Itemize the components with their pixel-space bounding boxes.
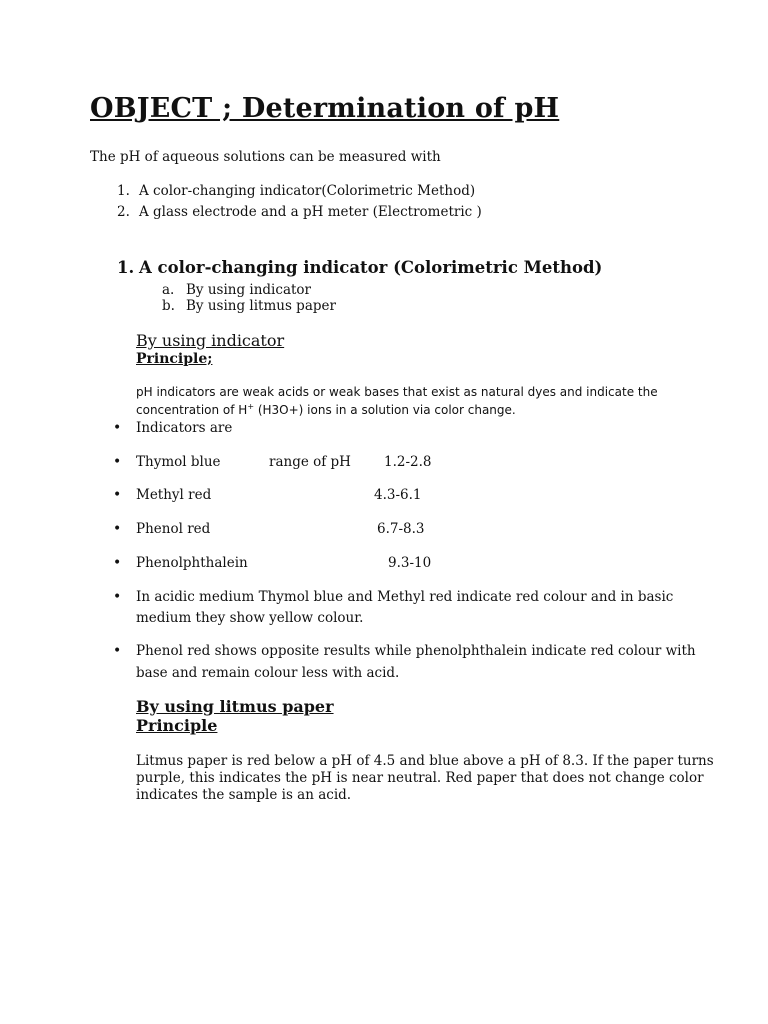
indicator-principle-line-1: pH indicators are weak acids or weak bases that exist as natural dyes and indicate the (136, 385, 658, 399)
acidic-medium-line-2: medium they show yellow colour. (136, 610, 364, 626)
bullet-icon: • (113, 589, 122, 605)
indicator-name: Methyl red (136, 487, 212, 503)
method-1-text: A color-changing indicator(Colorimetric Method) (139, 183, 476, 199)
litmus-paragraph-line-1: Litmus paper is red below a pH of 4.5 and blue above a pH of 8.3. If the paper turns (136, 753, 714, 769)
litmus-principle-label: Principle (136, 716, 218, 735)
indicator-range: 6.7-8.3 (377, 521, 425, 537)
acidic-medium-line-1: In acidic medium Thymol blue and Methyl red indicate red colour and in basic (136, 589, 674, 605)
bullet-icon: • (113, 420, 122, 436)
phenol-line-1: Phenol red shows opposite results while phenolphthalein indicate red colour with (136, 643, 696, 659)
method-2-number: 2. (117, 204, 130, 220)
section-1-heading: A color-changing indicator (Colorimetric Method) (139, 258, 603, 277)
indicator-name: Phenolphthalein (136, 555, 248, 571)
method-2-text: A glass electrode and a pH meter (Electrometric ) (139, 204, 482, 220)
intro-text: The pH of aqueous solutions can be measured with (90, 149, 441, 165)
indicator-name: Phenol red (136, 521, 211, 537)
indicator-subheading: By using indicator (136, 331, 285, 350)
range-label: range of pH (269, 454, 351, 470)
subitem-a-letter: a. (162, 282, 175, 298)
subitem-b-text: By using litmus paper (186, 298, 336, 314)
phenol-line-2: base and remain colour less with acid. (136, 665, 400, 681)
indicator-principle-label: Principle; (136, 351, 213, 367)
litmus-paragraph-line-2: purple, this indicates the pH is near neutral. Red paper that does not change color (136, 770, 704, 786)
page-title: OBJECT ; Determination of pH (90, 93, 560, 124)
indicator-range: 1.2-2.8 (384, 454, 432, 470)
bullet-icon: • (113, 487, 122, 503)
indicator-range: 9.3-10 (388, 555, 432, 571)
litmus-paragraph-line-3: indicates the sample is an acid. (136, 787, 352, 803)
indicator-name: Thymol blue (136, 454, 221, 470)
bullet-icon: • (113, 555, 122, 571)
bullet-icon: • (113, 454, 122, 470)
bullet-icon: • (113, 521, 122, 537)
section-1-number: 1. (117, 258, 135, 277)
subitem-a-text: By using indicator (186, 282, 311, 298)
indicators-are-text: Indicators are (136, 420, 233, 436)
litmus-subheading: By using litmus paper (136, 697, 334, 716)
indicator-range: 4.3-6.1 (374, 487, 422, 503)
bullet-icon: • (113, 643, 122, 659)
method-1-number: 1. (117, 183, 130, 199)
subitem-b-letter: b. (162, 298, 175, 314)
indicator-principle-line-2: concentration of H+ (H3O+) ions in a solution via color change. (136, 402, 516, 417)
